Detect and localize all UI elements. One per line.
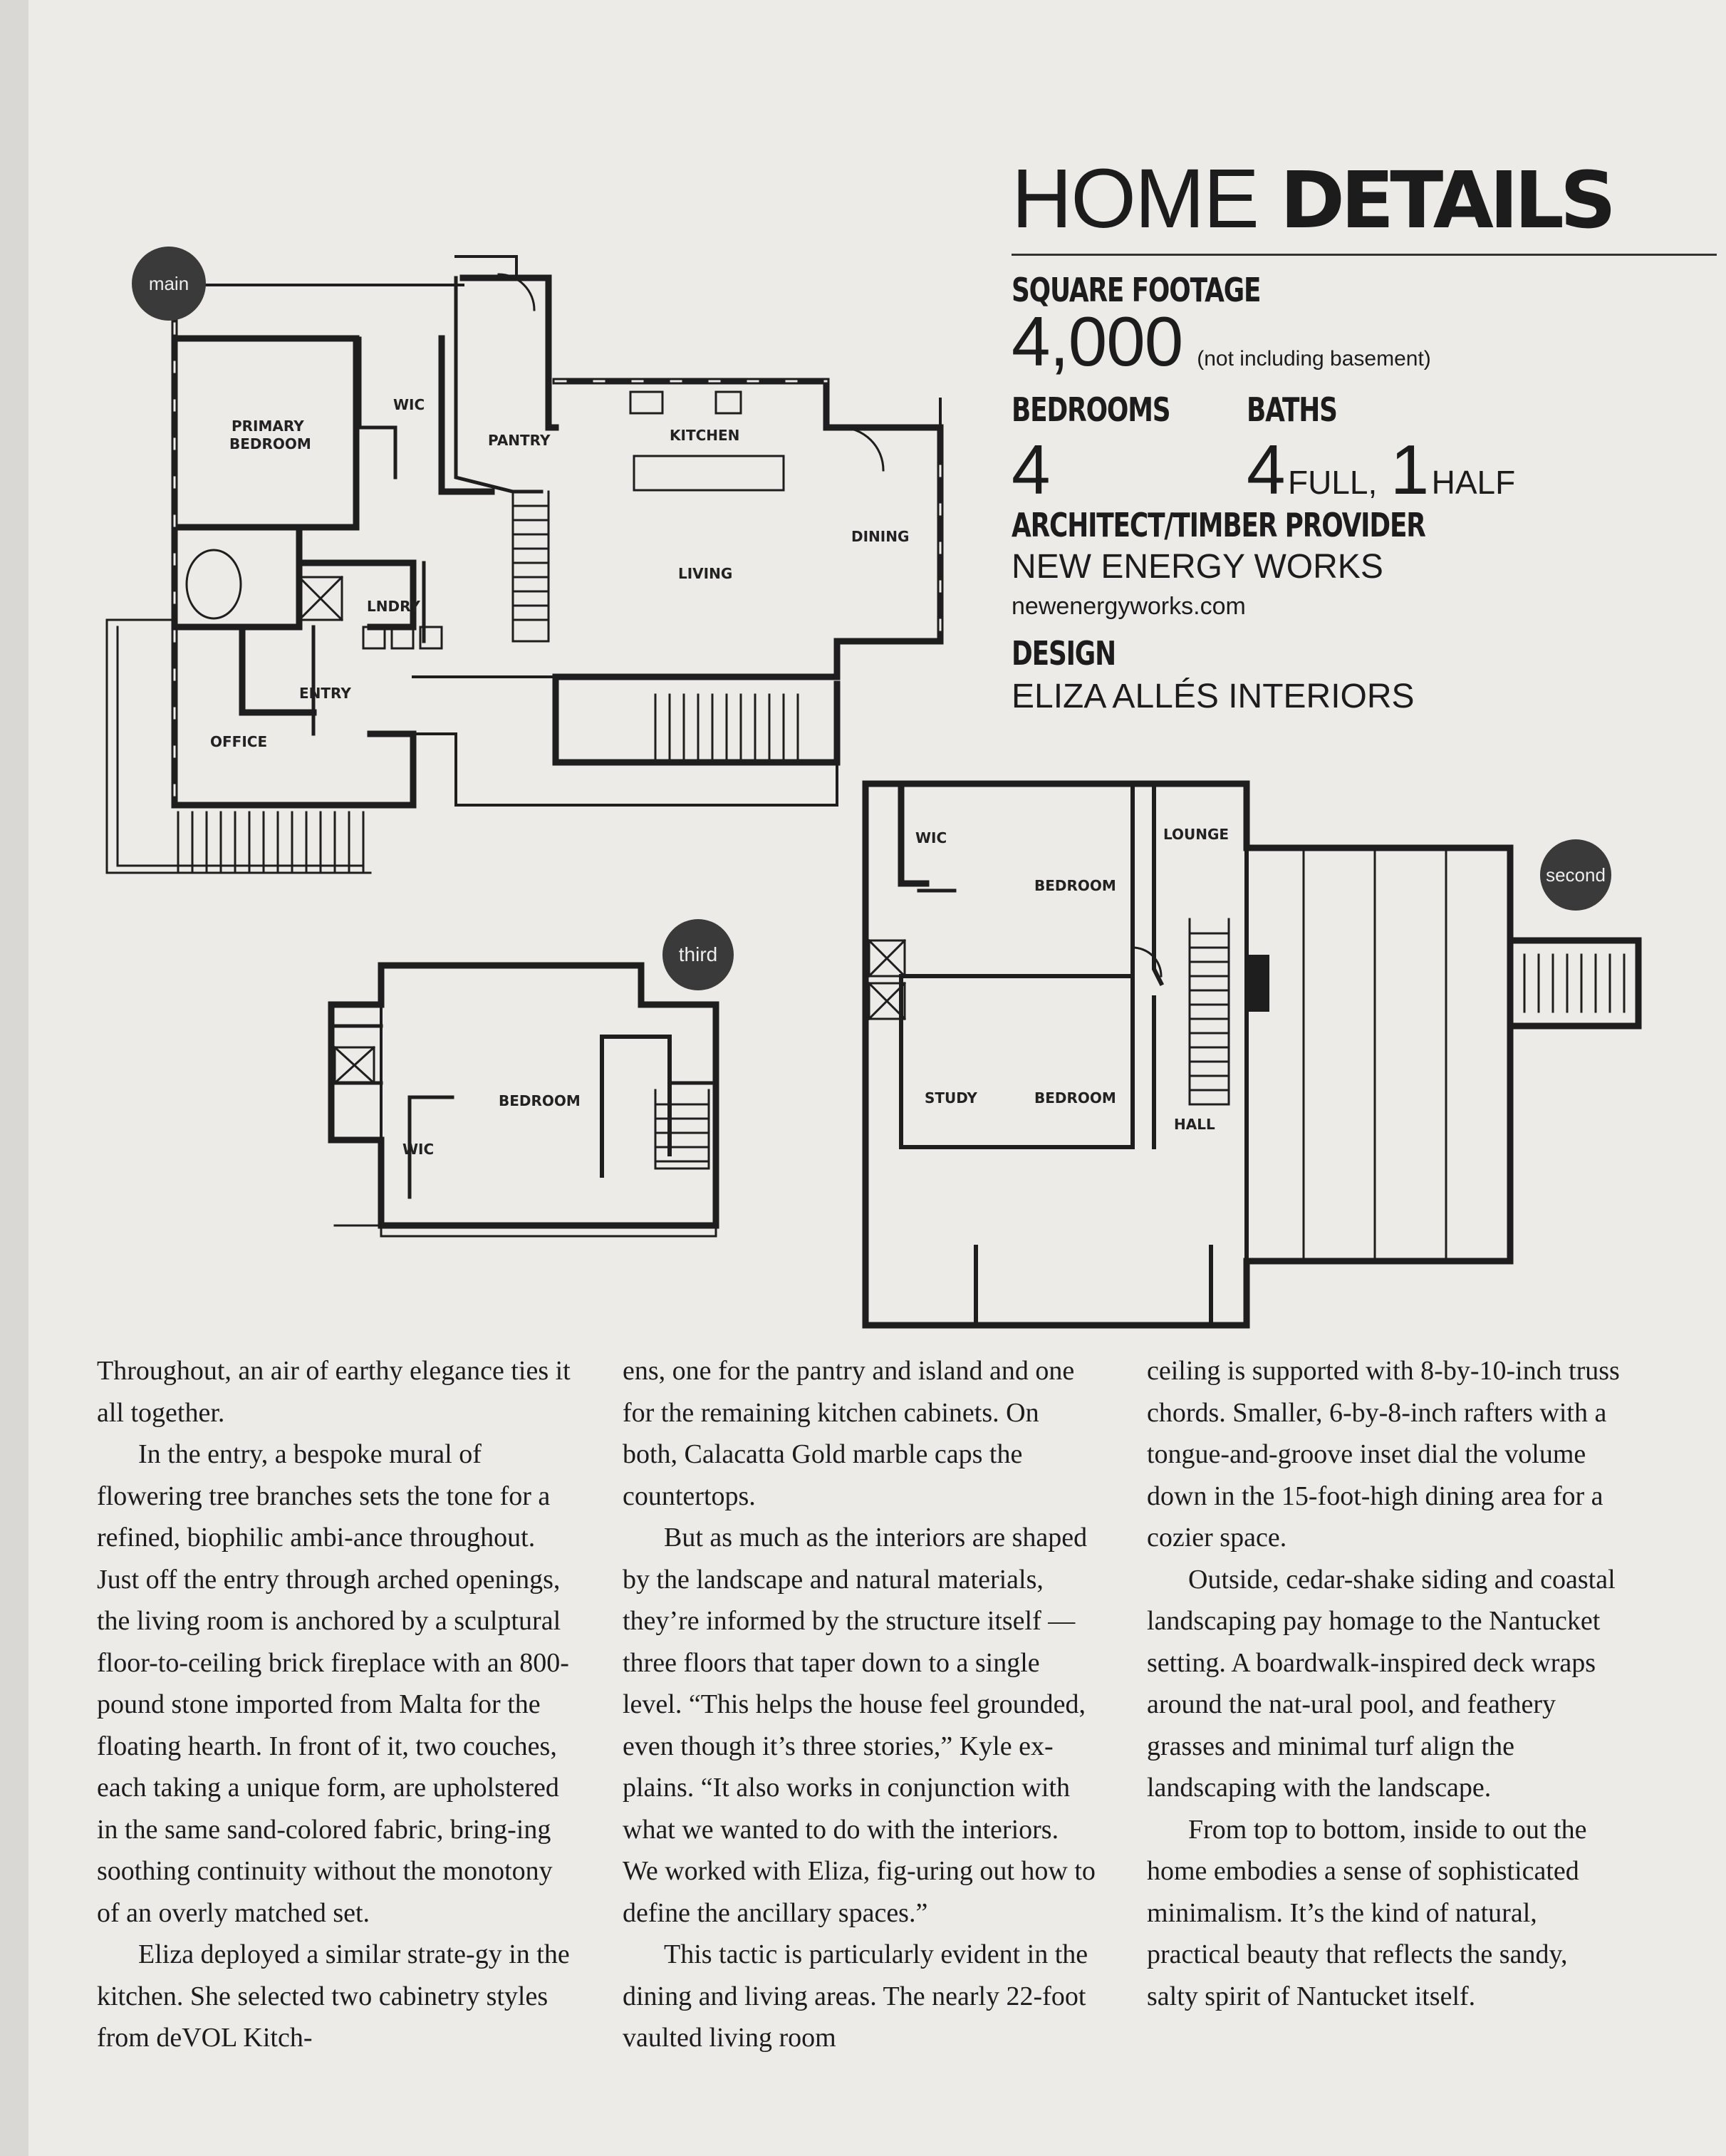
bedrooms-label: BEDROOMS bbox=[1012, 390, 1170, 429]
second-floor-badge-label: second bbox=[1546, 864, 1606, 886]
home-details-panel bbox=[1012, 152, 1695, 715]
design-value: ELIZA ALLÉS INTERIORS bbox=[1012, 678, 1415, 715]
room-label-third-wic: WIC bbox=[402, 1141, 435, 1158]
baths-label: BATHS bbox=[1247, 390, 1337, 429]
paragraph: Outside, cedar-shake siding and coastal landscaping pay homage to the Nantucket setting. A boardwalk-inspired deck wraps around the nat-ural pool, and feathery grasses and minimal turf align the landscaping with the landscape. bbox=[1147, 1564, 1616, 1803]
main-fixtures bbox=[187, 274, 940, 648]
main-stair-treads bbox=[178, 492, 798, 873]
header-rule bbox=[1012, 254, 1717, 256]
room-label-second-bedroom-upper: BEDROOM bbox=[1034, 877, 1116, 894]
design-label: DESIGN bbox=[1012, 634, 1116, 673]
main-floor-plan bbox=[175, 256, 940, 805]
square-footage-note: (not including basement) bbox=[1197, 347, 1431, 370]
room-label-study: STUDY bbox=[925, 1089, 977, 1106]
square-footage-value-row bbox=[1012, 302, 1431, 380]
article-column-3 bbox=[1147, 1350, 1624, 2017]
home-details-header bbox=[1012, 152, 1695, 246]
architect-url: newenergyworks.com bbox=[1012, 593, 1246, 620]
baths-full-word: FULL, bbox=[1287, 464, 1378, 501]
room-label-wic: WIC bbox=[393, 396, 425, 413]
third-room-labels bbox=[402, 1092, 581, 1158]
paragraph: In the entry, a bespoke mural of flowering tree branches sets the tone for a refined, biophilic ambi-ance throughout. Just off the entry through arched openings, the living room is anchored by a sculptural floor-to-ceiling brick fireplace with an 800-pound stone imported from Malta for the floating hearth. In front of it, two couches, each taking a unique form, are upholstered in the same sand-colored fabric, bring-ing soothing continuity without the monotony of an overly matched set. bbox=[97, 1439, 569, 1928]
room-label-lndry: LNDRY bbox=[367, 598, 420, 615]
room-label-bedroom: BEDROOM bbox=[229, 435, 311, 452]
room-label-second-bedroom-lower: BEDROOM bbox=[1034, 1089, 1116, 1106]
main-room-labels bbox=[210, 396, 909, 750]
bedrooms-value: 4 bbox=[1012, 430, 1050, 509]
paragraph: This tactic is particularly evident in the dining and living areas. The nearly 22-foot vaulted living room bbox=[623, 1939, 1088, 2053]
square-footage-label: SQUARE FOOTAGE bbox=[1012, 271, 1261, 309]
room-label-primary: PRIMARY bbox=[232, 418, 304, 435]
main-floor-badge bbox=[132, 247, 206, 321]
second-room-labels bbox=[915, 826, 1229, 1133]
baths-half-word: HALF bbox=[1431, 464, 1516, 501]
paragraph: Throughout, an air of earthy elegance ties it all together. bbox=[97, 1356, 571, 1428]
room-label-entry: ENTRY bbox=[299, 685, 351, 702]
third-fixtures bbox=[335, 1047, 716, 1236]
second-floor-plan bbox=[865, 784, 1638, 1325]
room-label-kitchen: KITCHEN bbox=[670, 427, 740, 444]
room-label-office: OFFICE bbox=[210, 733, 268, 750]
baths-value bbox=[1247, 430, 1516, 509]
paragraph: From top to bottom, inside to out the home embodies a sense of sophisticated minimalism. It’s the kind of natural, practical beauty that reflects the sandy, salty spirit of Nantucket itself. bbox=[1147, 1814, 1587, 2011]
room-label-lounge: LOUNGE bbox=[1163, 826, 1229, 843]
room-label-dining: DINING bbox=[851, 528, 910, 545]
architect-label: ARCHITECT/TIMBER PROVIDER bbox=[1012, 506, 1425, 544]
room-label-hall: HALL bbox=[1174, 1116, 1215, 1133]
paragraph: Eliza deployed a similar strate-gy in the kitchen. She selected two cabinetry styles from deVOL Kitch- bbox=[97, 1939, 570, 2053]
main-floor-badge-label: main bbox=[148, 273, 189, 294]
third-floor-badge bbox=[662, 919, 734, 990]
paragraph: ceiling is supported with 8-by-10-inch truss chords. Smaller, 6-by-8-inch rafters with a tongue-and-groove inset dial the volume down in the 15-foot-high dining area for a cozier space. bbox=[1147, 1356, 1620, 1553]
room-label-pantry: PANTRY bbox=[488, 432, 551, 449]
article-body bbox=[97, 1350, 1628, 2141]
square-footage-value: 4,000 bbox=[1012, 302, 1183, 380]
room-label-second-wic: WIC bbox=[915, 829, 947, 846]
fireplace-block bbox=[1248, 955, 1269, 1012]
room-label-living: LIVING bbox=[678, 565, 733, 582]
baths-half-number: 1 bbox=[1390, 430, 1429, 509]
room-label-third-bedroom: BEDROOM bbox=[499, 1092, 581, 1109]
architect-value: NEW ENERGY WORKS bbox=[1012, 548, 1383, 586]
second-floor-badge bbox=[1540, 839, 1611, 911]
header-home: HOME bbox=[1012, 152, 1258, 246]
article-column-1 bbox=[97, 1350, 574, 2059]
header-details: DETAILS bbox=[1279, 155, 1613, 246]
paragraph: ens, one for the pantry and island and one for the remaining kitchen cabinets. On both, Calacatta Gold marble caps the countertops. bbox=[623, 1356, 1075, 1511]
paragraph: But as much as the interiors are shaped by the landscape and natural materials, they’re informed by the structure itself — three floors that taper down to a single level. “This helps the house feel grounded, even though it’s three stories,” Kyle ex-plains. “It also works in conjunction with what we wanted to do with the interiors. We worked with Eliza, fig-uring out how to define the ancillary spaces.” bbox=[623, 1523, 1096, 1928]
third-floor-badge-label: third bbox=[678, 943, 718, 965]
baths-full-number: 4 bbox=[1247, 430, 1285, 509]
article-column-2 bbox=[623, 1350, 1100, 2059]
